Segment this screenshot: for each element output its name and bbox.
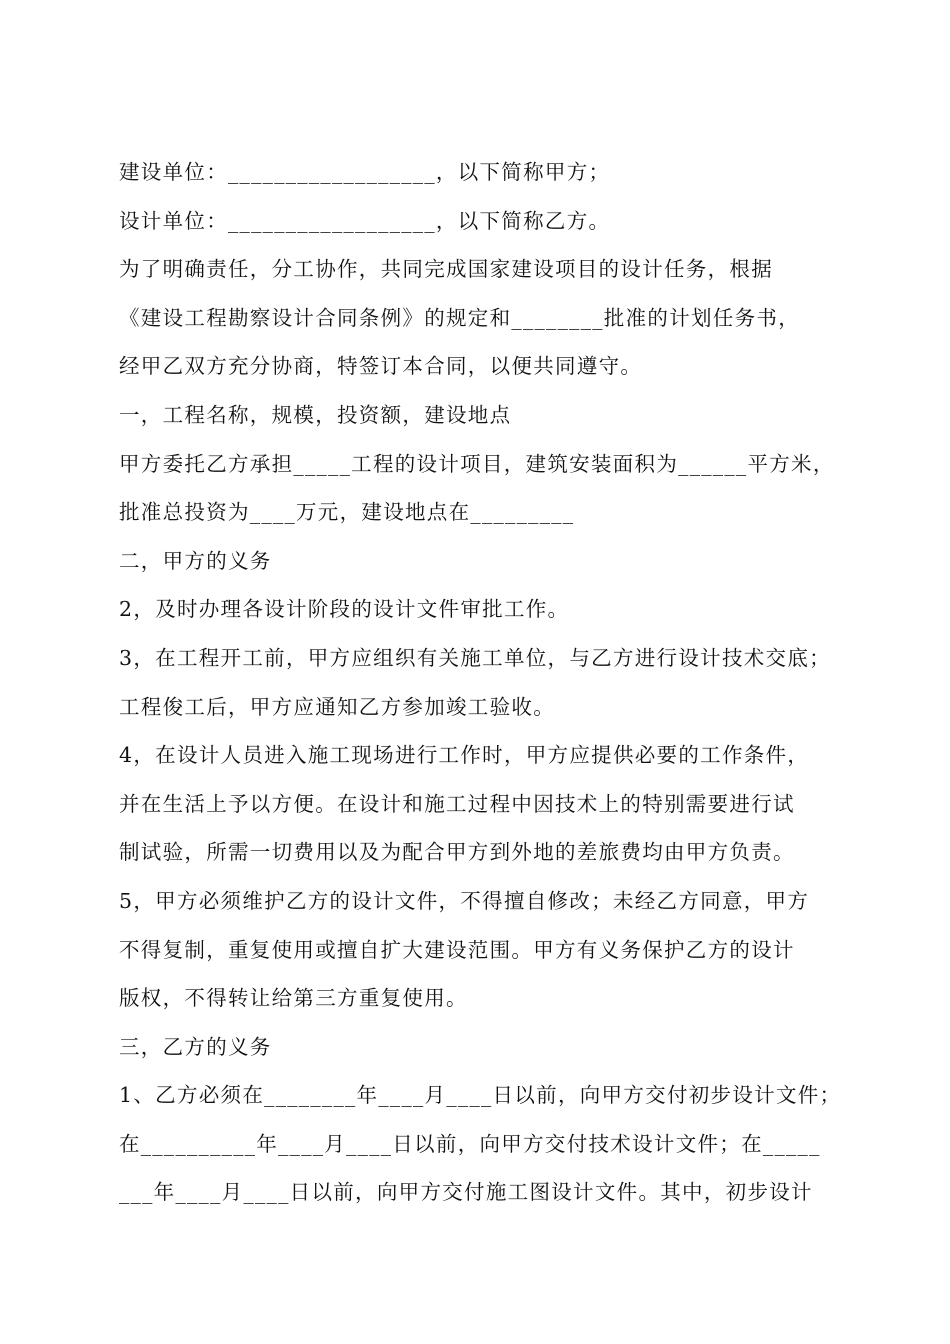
text-line: 经甲乙双方充分协商，特签订本合同，以便共同遵守。	[119, 354, 643, 379]
text-line: 设计单位：__________________，以下简称乙方。	[119, 208, 611, 233]
text-line: 工程俊工后，甲方应通知乙方参加竣工验收。	[119, 694, 555, 719]
text-line: 3，在工程开工前，甲方应组织有关施工单位，与乙方进行设计技术交底；	[119, 645, 831, 670]
text-line: 批准总投资为____万元，建设地点在_________	[119, 500, 575, 525]
section-heading: 三，乙方的义务	[119, 1034, 272, 1059]
section-heading: 二，甲方的义务	[119, 548, 272, 573]
text-line: 4，在设计人员进入施工现场进行工作时，甲方应提供必要的工作条件，	[119, 743, 810, 768]
text-line: ___年____月____日以前，向甲方交付施工图设计文件。其中，初步设计	[119, 1180, 813, 1205]
text-line: 建设单位：__________________，以下简称甲方；	[119, 160, 611, 184]
text-line: 版权，不得转让给第三方重复使用。	[119, 986, 468, 1011]
text-line: 甲方委托乙方承担_____工程的设计项目，建筑安装面积为______平方米，	[119, 451, 835, 476]
text-line: 为了明确责任，分工协作，共同完成国家建设项目的设计任务，根据	[119, 257, 773, 282]
text-line: 在__________年____月____日以前，向甲方交付技术设计文件；在_____	[119, 1131, 821, 1156]
text-line: 制试验，所需一切费用以及为配合甲方到外地的差旅费均由甲方负责。	[119, 840, 795, 865]
text-line: 《建设工程勘察设计合同条例》的规定和________批准的计划任务书，	[119, 305, 800, 330]
contract-body	[119, 150, 842, 1219]
text-line: 2，及时办理各设计阶段的设计文件审批工作。	[119, 597, 570, 622]
text-line: 不得复制，重复使用或擅自扩大建设范围。甲方有义务保护乙方的设计	[119, 937, 795, 962]
text-line: 5，甲方必须维护乙方的设计文件，不得擅自修改；未经乙方同意，甲方	[119, 888, 810, 913]
text-line: 并在生活上予以方便。在设计和施工过程中因技术上的特别需要进行试	[119, 791, 795, 816]
section-heading: 一，工程名称，规模，投资额，建设地点	[119, 402, 512, 427]
text-line: 1、乙方必须在________年____月____日以前，向甲方交付初步设计文件；	[119, 1083, 842, 1108]
